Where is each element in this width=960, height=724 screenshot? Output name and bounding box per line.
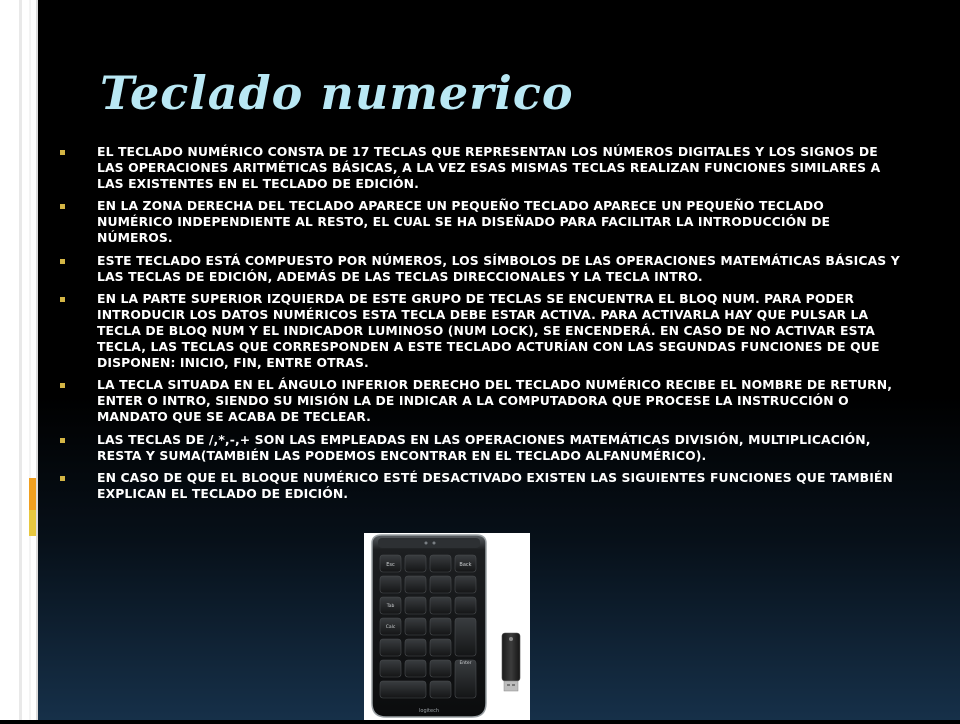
key [430,555,451,572]
key [405,597,426,614]
bullet-text: ESTE TECLADO ESTÁ COMPUESTO POR NÚMEROS, LOS SÍMBOLOS DE LAS OPERACIONES MATEMÁTICAS BÁSICAS Y LAS TECLAS DE EDICIÓN, ADEMÁS DE LAS TECLAS DIRECCIONALES Y LA TECLA INTRO. [97,252,900,284]
key-label-enter: Enter [459,661,472,666]
key [380,681,426,698]
key [380,639,401,656]
bullet-item [60,470,900,502]
bullet-text: EL TECLADO NUMÉRICO CONSTA DE 17 TECLAS QUE REPRESENTAN LOS NÚMEROS DIGITALES Y LOS SIGNOS DE LAS OPERACIONES ARITMÉTICAS BÁSICAS, A LA VEZ ESAS MISMAS TECLAS REALIZAN FUNCIONES SIMILARES A LAS EXISTENTES EN EL TECLADO DE EDICIÓN. [97,144,881,191]
bullet-item [60,144,900,191]
key [405,576,426,593]
key-label-back: Back [459,562,472,568]
slide-title: Teclado numerico [100,66,574,120]
brand-logo: logitech [419,708,439,714]
bullet-marker-icon [60,259,65,264]
receiver-logo-icon [509,637,513,641]
usb-pin [512,684,515,686]
key-label-esc: Esc [386,562,395,568]
bullet-item [60,291,900,370]
key [430,639,451,656]
numeric-keypad-image [364,533,530,720]
bullet-text: LA TECLA SITUADA EN EL ÁNGULO INFERIOR DERECHO DEL TECLADO NUMÉRICO RECIBE EL NOMBRE DE RETURN, ENTER O INTRO, SIENDO SU MISIÓN LA DE INDICAR A LA COMPUTADORA QUE PROCESE LA INSTRUCCIÓN O MANDATO QUE SE ACABA DE TECLEAR. [97,377,893,424]
key [430,597,451,614]
usb-pin [507,684,510,686]
indicator-led-icon [433,542,436,545]
key [405,639,426,656]
key-label-calc: Calc [385,625,396,630]
key [455,576,476,593]
bullet-marker-icon [60,297,65,302]
bullet-text: EN CASO DE QUE EL BLOQUE NUMÉRICO ESTÉ DESACTIVADO EXISTEN LAS SIGUIENTES FUNCIONES QUE TAMBIÉN EXPLICAN EL TECLADO DE EDICIÓN. [97,470,893,502]
key [430,576,451,593]
bullet-list [60,144,900,509]
key [405,555,426,572]
key [455,618,476,656]
bullet-marker-icon [60,204,65,209]
key-label-tab: Tab [386,604,395,609]
usb-connector [504,681,518,691]
decor-bar-white-1 [19,0,22,720]
key [405,618,426,635]
bullet-item [60,432,900,464]
decor-bar-white-2 [29,0,31,720]
decor-bar-orange [29,478,36,510]
bullet-item [60,198,900,245]
bullet-marker-icon [60,150,65,155]
decor-bar-yellow [29,510,36,536]
keypad-illustration [364,533,530,720]
key [380,576,401,593]
bullet-item [60,377,900,424]
key [380,660,401,677]
bullet-text: LAS TECLAS DE /,*,-,+ SON LAS EMPLEADAS EN LAS OPERACIONES MATEMÁTICAS DIVISIÓN, MULTIPLICACIÓN, RESTA Y SUMA(TAMBIÉN LAS PODEMOS ENCONTRAR EN EL TECLADO ALFANUMÉRICO). [97,431,871,463]
bullet-item [60,253,900,285]
bullet-marker-icon [60,383,65,388]
bullet-text: EN LA ZONA DERECHA DEL TECLADO APARECE UN PEQUEÑO TECLADO APARECE UN PEQUEÑO TECLADO NUMÉRICO INDEPENDIENTE AL RESTO, EL CUAL SE HA DISEÑADO PARA FACILITAR LA INTRODUCCIÓN DE NÚMEROS. [97,198,831,245]
bullet-text: EN LA PARTE SUPERIOR IZQUIERDA DE ESTE GRUPO DE TECLAS SE ENCUENTRA EL BLOQ NUM. PARA PODER INTRODUCIR LOS DATOS NUMÉRICOS ESTA TECLA DEBE ESTAR ACTIVA. PARA ACTIVARLA HAY QUE PULSAR LA TECLA DE BLOQ NUM Y EL INDICADOR LUMINOSO (NUM LOCK), SE ENCENDERÁ. EN CASO DE NO ACTIVAR ESTA TECLA, LAS TECLAS QUE CORRESPONDEN A ESTE TECLADO ACTURÍAN CON LAS SEGUNDAS FUNCIONES DE QUE DISPONEN: INICIO, FIN, ENTRE OTRAS. [97,291,880,370]
status-strip [378,538,480,548]
indicator-led-icon [425,542,428,545]
bullet-marker-icon [60,476,65,481]
key [455,597,476,614]
key [430,681,451,698]
key [430,660,451,677]
bullet-marker-icon [60,438,65,443]
key [405,660,426,677]
key [430,618,451,635]
decor-bar-pale [36,0,38,720]
